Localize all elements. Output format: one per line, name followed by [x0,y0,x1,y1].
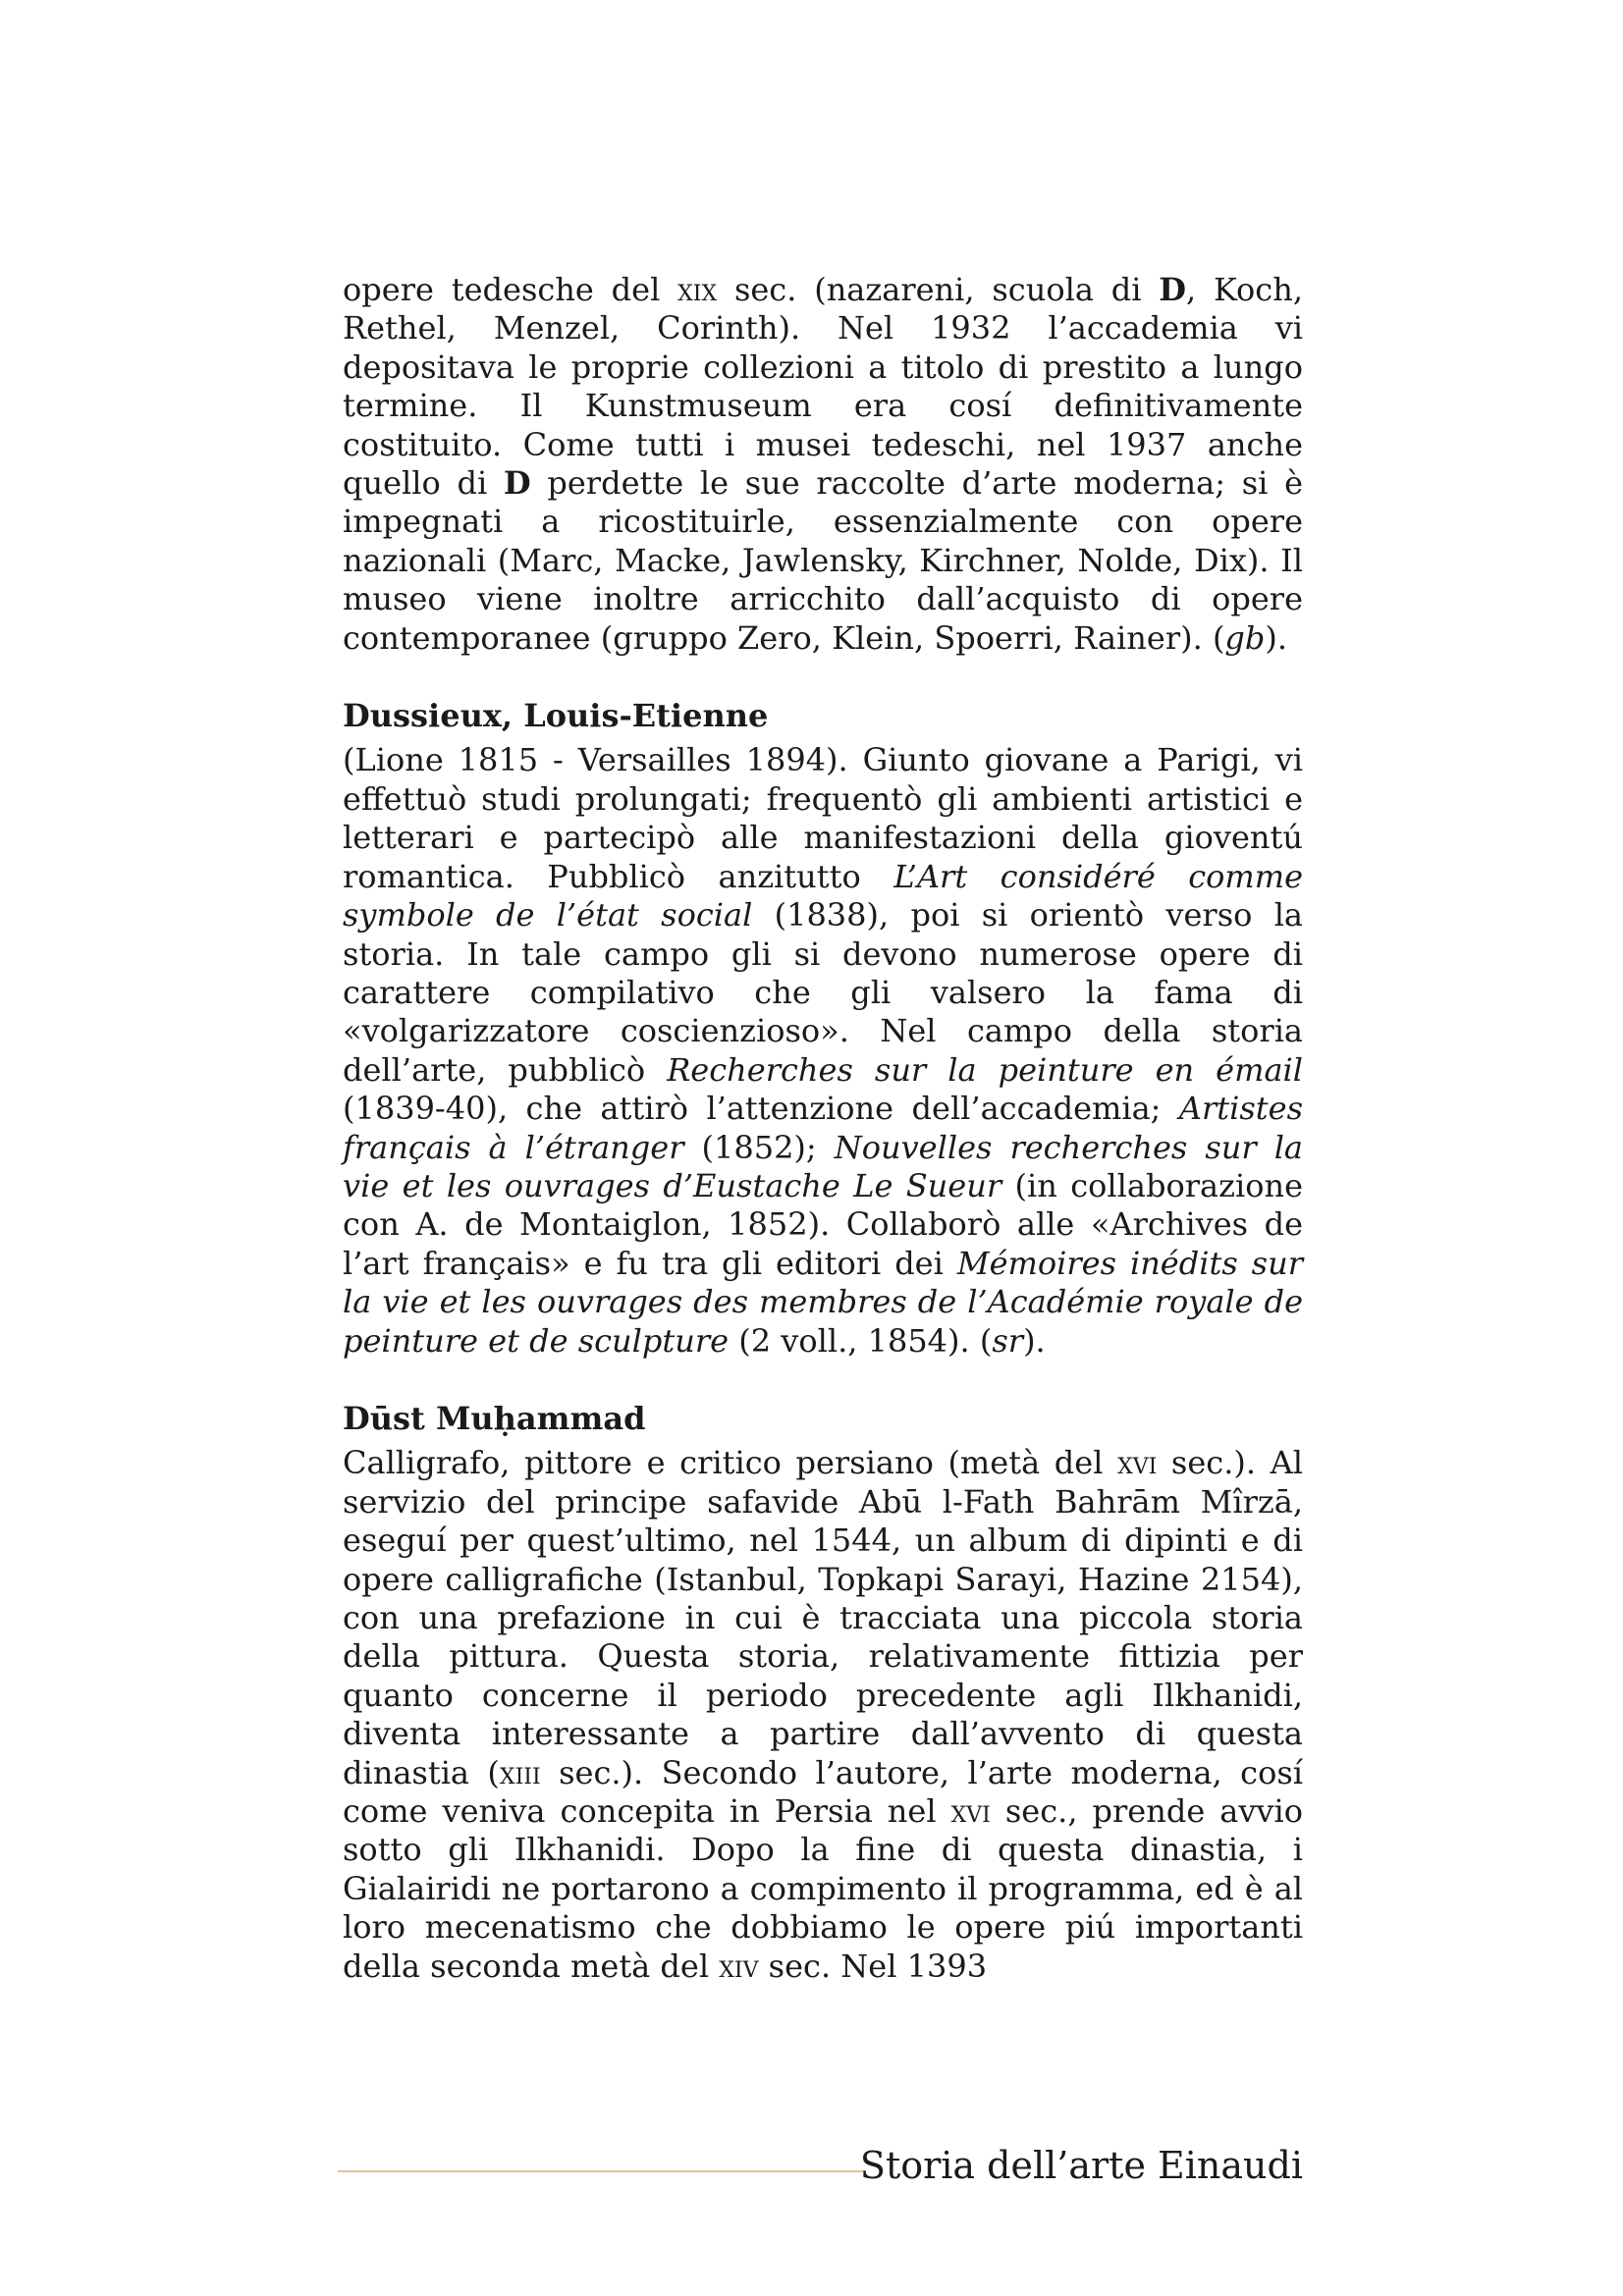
page-footer [338,2140,1303,2199]
text-run: opere tedesche del [343,271,678,308]
text-run: sec.). Secondo l’autore, l’arte moderna, cosí come veniva concepita in Persia nel [343,1753,1304,1831]
text-run: sec., prende avvio sotto gli Ilkhanidi. Dopo la fine di questa dinastia, i Gialairidi ne portarono a compimento il programma, ed è al loro mecenatismo che dobbiamo le opere piú importanti della seconda metà del [343,1792,1304,1985]
text-run: (1839-40), che attirò l’attenzione dell’accademia; [343,1090,1179,1128]
text-run: ). [1023,1321,1046,1360]
text-run: Calligrafo, pittore e critico persiano (metà del [343,1444,1118,1482]
work-title: L’Art considéré comme symbole de l’état social [343,857,1304,934]
text-run: perdette le sue raccolte d’arte moderna; si è impegnati a ricostituirle, essenzialmente con opere nazionali (Marc, Macke, Jawlensky, Kirchner, Nolde, Dix). Il museo viene inoltre arricchito dall’acquisto di opere contemporanee (gruppo Zero, Klein, Spoerri, Rainer). ( [343,464,1304,657]
footer-rule [338,2170,866,2172]
author-initials: sr [992,1321,1024,1360]
author-initials: gb [1224,618,1266,657]
entry-body-dust-muhammad [343,1444,1303,1986]
century-numeral: xvi [950,1792,991,1831]
entry-title-dussieux: Dussieux, Louis-Etienne [343,697,769,735]
text-run: , Koch, Rethel, Menzel, Corinth). Nel 1932 l’accademia vi depositava le proprie collezioni a titolo di prestito a lungo termine. Il Kunstmuseum era cosí definitivamente costituito. Come tutti i musei tedeschi, nel 1937 anche quello di [343,271,1304,503]
work-title: Artistes français à l’étranger [343,1090,1303,1166]
century-numeral: xix [677,271,718,308]
text-run: sec. Nel 1393 [758,1947,988,1985]
city-abbrev: D [503,464,531,503]
work-title: Recherches sur la peinture en émail [667,1050,1304,1089]
text-run: sec. (nazareni, scuola di [717,271,1160,308]
entry-body-dussieux [343,741,1303,1361]
century-numeral: xvi [1117,1444,1158,1482]
city-abbrev: D [1159,271,1187,308]
text-run: sec.). Al servizio del principe safavide Abū l-Fath Bahrām Mîrzā, eseguí per quest’ultimo, nel 1544, un album di dipinti e di opere calligrafiche (Istanbul, Topkapi Sarayi, Hazine 2154), con una prefazione in cui è tracciata una piccola storia della pittura. Questa storia, relativamente fittizia per quanto concerne il periodo precedente agli Ilkhanidi, diventa interessante a partire dall’avvento di questa dinastia ( [343,1444,1304,1791]
intro-paragraph [343,271,1303,658]
text-run: (in collaborazione con A. de Montaiglon, 1852). Collaborò alle «Archives de l’art français» e fu tra gli editori dei [343,1166,1304,1282]
century-numeral: xiii [499,1753,541,1791]
century-numeral: xiv [719,1947,759,1985]
text-run: ). [1265,618,1288,657]
text-run: (Lione 1815 - Versailles 1894). Giunto giovane a Parigi, vi effettuò studi prolungati; frequentò gli ambienti artistici e letterari e partecipò alle manifestazioni della gioventú romantica. Pubblicò anzitutto [343,741,1303,895]
text-run: (1838), poi si orientò verso la storia. In tale campo gli si devono numerose opere di carattere compilativo che gli valsero la fama di «volgarizzatore coscienzioso». Nel campo della storia dell’arte, pubblicò [343,896,1304,1089]
text-run: (1852); [683,1128,835,1166]
entry-title-dust-muhammad: Dūst Muḥammad [343,1399,646,1437]
publisher-brand: Storia dell’arte Einaudi [859,2144,1303,2187]
work-title: Mémoires inédits sur la vie et les ouvrages des membres de l’Académie royale de peinture et de sculpture [343,1244,1304,1360]
text-run: (2 voll., 1854). ( [729,1321,993,1360]
work-title: Nouvelles recherches sur la vie et les ouvrages d’Eustache Le Sueur [343,1128,1304,1204]
text-column [343,271,1303,1986]
